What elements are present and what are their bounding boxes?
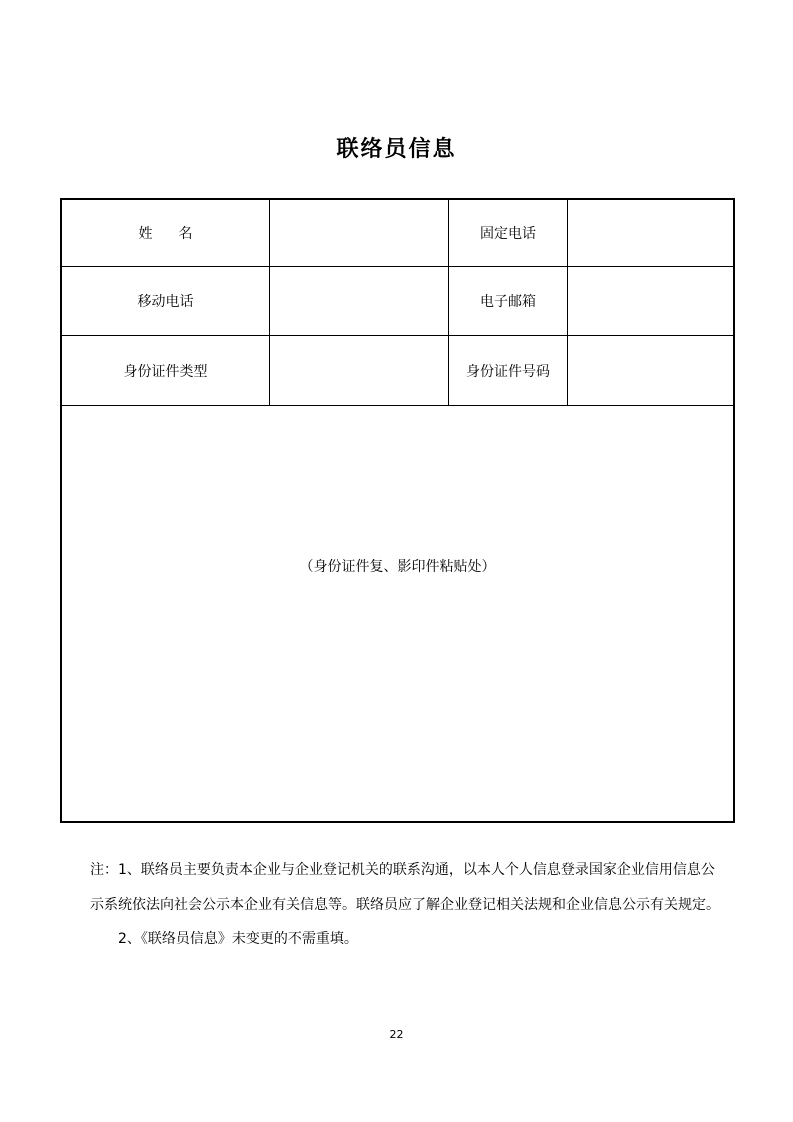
contact-info-table [60,198,735,823]
table-row [62,336,733,406]
landline-field[interactable] [568,200,733,266]
id-type-label: 身份证件类型 [62,336,270,405]
id-type-field[interactable] [270,336,449,405]
table-row [62,267,733,336]
id-number-field[interactable] [568,336,733,405]
landline-label: 固定电话 [449,200,568,266]
page-title: 联络员信息 [336,137,457,162]
note-line-1: 注：1、联络员主要负责本企业与企业登记机关的联系沟通，以本人个人信息登录国家企业信用信息公 [90,862,715,878]
mobile-field[interactable] [270,267,449,335]
note-line-3: 2、《联络员信息》未变更的不需重填。 [118,931,358,947]
id-copy-caption: （身份证件复、影印件粘贴处） [299,559,496,575]
id-copy-paste-area [62,406,733,821]
table-row [62,200,733,267]
id-number-label: 身份证件号码 [449,336,568,405]
email-field[interactable] [568,267,733,335]
mobile-label: 移动电话 [62,267,270,335]
page-number: 22 [389,1028,404,1041]
email-label: 电子邮箱 [449,267,568,335]
name-label: 姓名 [62,200,270,266]
note-line-2: 示系统依法向社会公示本企业有关信息等。联络员应了解企业登记相关法规和企业信息公示有关规定。 [90,897,720,913]
name-field[interactable] [270,200,449,266]
